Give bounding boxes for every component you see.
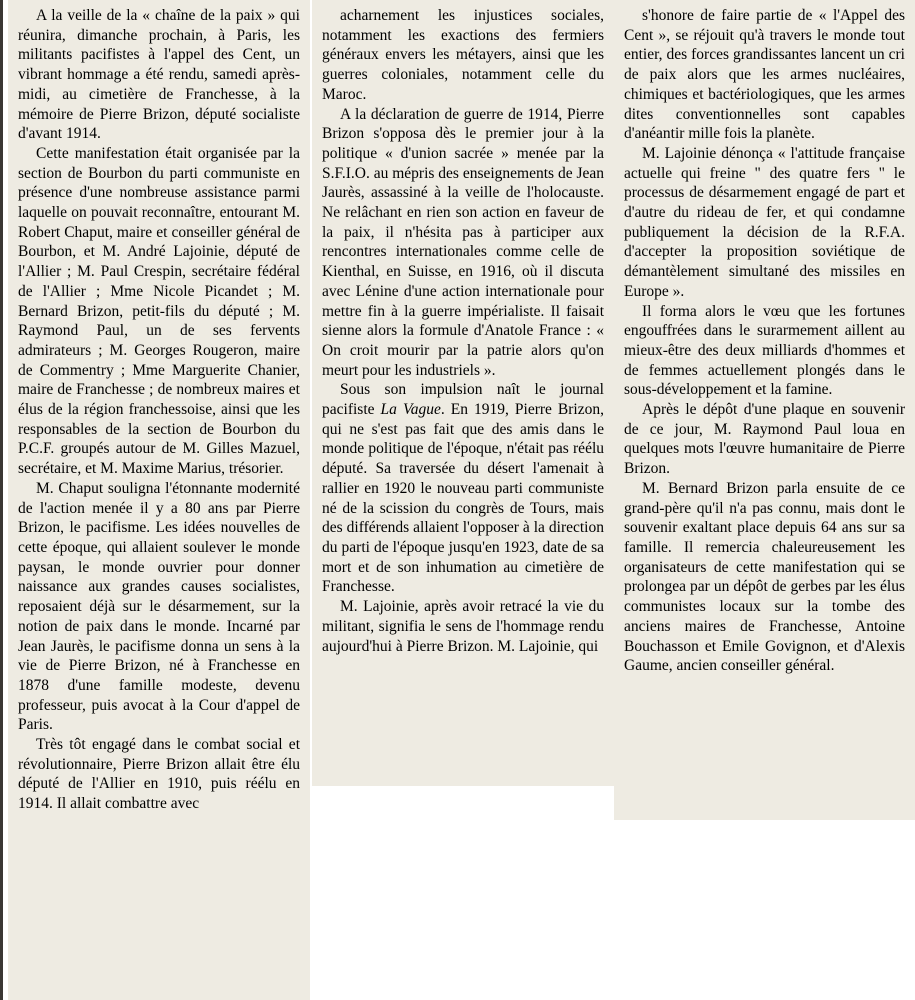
paragraph: A la veille de la « chaîne de la paix » qui réunira, dimanche prochain, à Paris, les militants pacifistes à l'appel des Cent, un vibrant hommage a été rendu, samedi après-midi, au cimetière de Franchesse, à la mémoire de Pierre Brizon, député socialiste d'avant 1914. xyxy=(18,7,300,143)
paragraph: Après le dépôt d'une plaque en souvenir de ce jour, M. Raymond Paul loua en quelques mots l'œuvre humanitaire de Pierre Brizon. xyxy=(624,401,905,478)
article-column-3 xyxy=(614,0,915,676)
paragraph-text: Sous son impulsion naît le journal pacifiste xyxy=(322,381,604,419)
paragraph: M. Chaput souligna l'étonnante modernité de l'action menée il y a 80 ans par Pierre Brizon, le pacifisme. Les idées nouvelles de cette époque, qui allaient soulever le monde paysan, le monde ouvrier pour donner naissance aux grandes causes socialistes, reposaient déjà sur le désarmement, sur la notion de paix dans le monde. Incarné par Jean Jaurès, le pacifisme donna un sens à la vie de Pierre Brizon, né à Franchesse en 1878 d'une famille modeste, devenu professeur, puis avocat à la Cour d'appel de Paris. xyxy=(18,479,300,734)
article-column-1 xyxy=(8,0,310,814)
article-column-2 xyxy=(312,0,614,656)
paragraph: Très tôt engagé dans le combat social et révolutionnaire, Pierre Brizon allait être élu député de l'Allier en 1910, puis réélu en 1914. Il allait combattre avec xyxy=(18,736,300,813)
paragraph: M. Bernard Brizon parla ensuite de ce grand-père qu'il n'a pas connu, mais dont le souvenir exaltant place depuis 64 ans sur sa famille. Il remercia chaleureusement les organisateurs de cette manifestation qui se prolongea par un dépôt de gerbes par les élus communistes locaux sur la tombe des anciens maires de Franchesse, Antoine Bouchasson et Emile Govignon, et d'Alexis Gaume, ancien conseiller général. xyxy=(624,479,905,675)
paragraph: A la déclaration de guerre de 1914, Pierre Brizon s'opposa dès le premier jour à la politique « d'union sacrée » menée par la S.F.I.O. au mépris des enseignements de Jean Jaurès, assassiné à la veille de l'holocauste. Ne relâchant en rien son action en faveur de la paix, il n'hésita pas à participer aux rencontres internationales comme celle de Kienthal, en Suisse, en 1916, où il discuta avec Lénine d'une action internationale pour mettre fin à la guerre impérialiste. Il faisait sienne alors la formule d'Anatole France : « On croit mourir par la patrie alors qu'on meurt pour les industriels ». xyxy=(322,105,605,379)
paragraph: M. Lajoinie, après avoir retracé la vie du militant, signifia le sens de l'hommage rendu aujourd'hui à Pierre Brizon. M. Lajoinie, qui xyxy=(322,598,604,655)
paragraph: s'honore de faire partie de « l'Appel des Cent », se réjouit qu'à travers le monde tout entier, des forces grandissantes lancent un cri de paix alors que les armes nucléaires, chimiques et bactériologiques, que les armes dites conventionnelles sont capables d'anéantir mille fois la planète. xyxy=(624,7,905,143)
newspaper-title: La Vague xyxy=(380,401,441,419)
paragraph xyxy=(322,380,604,597)
paragraph-text: . En 1919, Pierre Brizon, qui ne s'est pas fait que des amis dans le monde politique de l'époque, n'était pas réélu député. Sa traversée du désert l'amenait à rallier en 1920 le nouveau parti communiste né de la scission du congrès de Tours, mais des différends allaient l'opposer à la direction du parti de l'époque jusqu'en 1923, date de sa mort et de son inhumation au cimetière de Franchesse. xyxy=(322,401,604,596)
clipping-left-edge xyxy=(0,0,3,1000)
paragraph: Cette manifestation était organisée par la section de Bourbon du parti communiste en présence d'une nombreuse assistance parmi laquelle on pouvait reconnaître, entourant M. Robert Chaput, maire et conseiller général de Bourbon, et M. André Lajoinie, député de l'Allier ; M. Paul Crespin, secrétaire fédéral de l'Allier ; Mme Nicole Picandet ; M. Bernard Brizon, petit-fils du député ; M. Raymond Paul, un de ses fervents admirateurs ; M. Georges Rougeron, maire de Commentry ; Mme Marguerite Chanier, maire de Franchesse ; de nombreux maires et élus de la région franchessoise, ainsi que les responsables de la section de Bourbon du P.C.F. groupés autour de M. Gilles Mazuel, secrétaire, et M. Maxime Marius, trésorier. xyxy=(18,144,300,478)
paragraph: acharnement les injustices sociales, notamment les exactions des fermiers généraux envers les métayers, ainsi que les guerres coloniales, notamment celle du Maroc. xyxy=(322,7,604,103)
paragraph: Il forma alors le vœu que les fortunes engouffrées dans le surarmement aillent au mieux-être des deux milliards d'hommes et de femmes actuellement plongés dans le sous-développement et la famine. xyxy=(624,302,905,399)
paragraph: M. Lajoinie dénonça « l'attitude française actuelle qui freine " des quatre fers " le processus de désarmement engagé de part et d'autre du rideau de fer, et qui condamne publiquement la décision de la R.F.A. d'accepter la proposition soviétique de démantèlement simultané des missiles en Europe ». xyxy=(624,144,905,300)
